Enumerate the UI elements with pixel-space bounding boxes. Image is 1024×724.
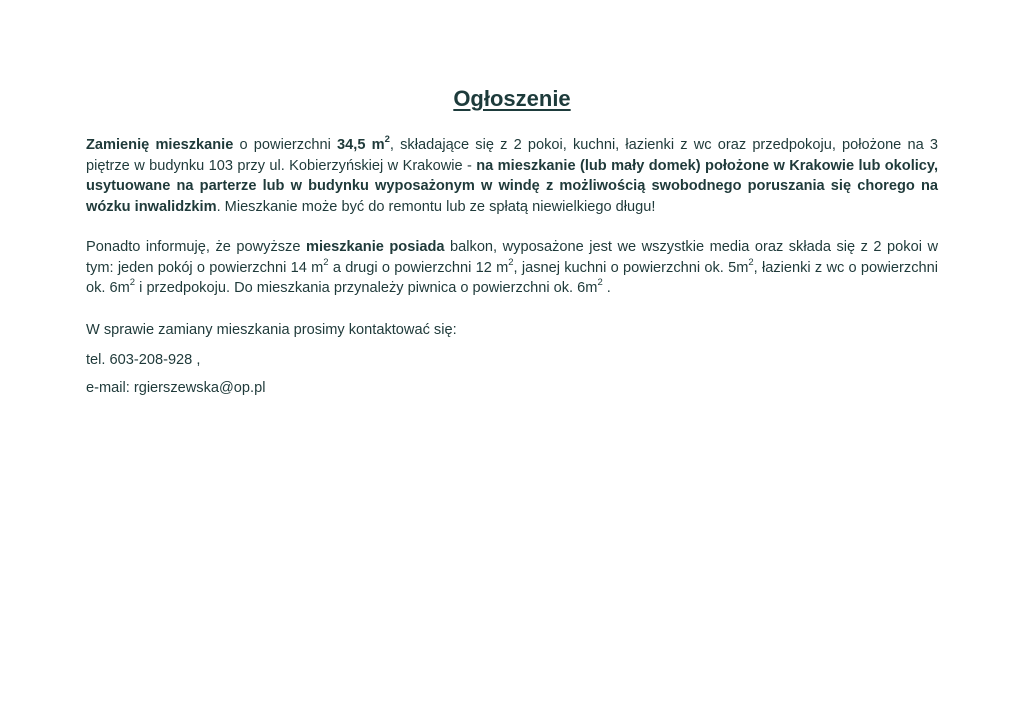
details-text: , jasnej kuchni o powierzchni ok. 5m [513,259,749,276]
exponent: 2 [508,256,514,268]
details-text: . [602,280,611,296]
offer-text: . Mieszkanie może być do remontu lub ze spłatą niewielkiego długu! [216,198,656,215]
exponent: 2 [129,277,136,289]
area-exponent: 2 [384,134,390,146]
contact-phone: tel. 603-208-928 , [86,352,201,368]
contact-intro: W sprawie zamiany mieszkania prosimy kontaktować się: [86,322,457,338]
details-text: balkon, wyposażone jest we wszystkie media oraz składa się z 2 pokoi w tym: jeden pokój o powierzchni 14 m [86,239,938,276]
offer-wanted: na mieszkanie (lub mały domek) położone w Krakowie lub okolicy, usytuowane na parterze lub w budynku wyposażonym w windę z możliwością swobodnego poruszania się chorego na wózku inwalidzkim [86,157,939,215]
offer-text: , składające się z 2 pokoi, kuchni, łazienki z wc oraz przedpokoju, położone na 3 piętrze w budynku 103 przy ul. Kobierzyńskiej w Krakowie - [86,137,939,174]
exponent: 2 [597,277,603,289]
offer-text: o powierzchni [233,137,338,153]
details-text: , łazienki z wc o powierzchni ok. 6m [86,259,938,296]
area-value: 34,5 m [337,137,385,153]
details-text: a drugi o powierzchni 12 m [328,259,509,276]
details-text: Ponadto informuję, że powyższe [86,239,306,255]
offer-lead: Zamienię mieszkanie [86,137,234,153]
page-title: Ogłoszenie [453,86,571,111]
details-text: i przedpokoju. Do mieszkania przynależy piwnica o powierzchni ok. 6m [135,280,598,296]
contact-email: e-mail: rgierszewska@op.pl [86,380,266,396]
exponent: 2 [748,256,754,268]
offer-paragraph [86,135,938,217]
exponent: 2 [323,256,329,268]
details-highlight: mieszkanie posiada [305,239,445,255]
details-paragraph [86,237,938,299]
